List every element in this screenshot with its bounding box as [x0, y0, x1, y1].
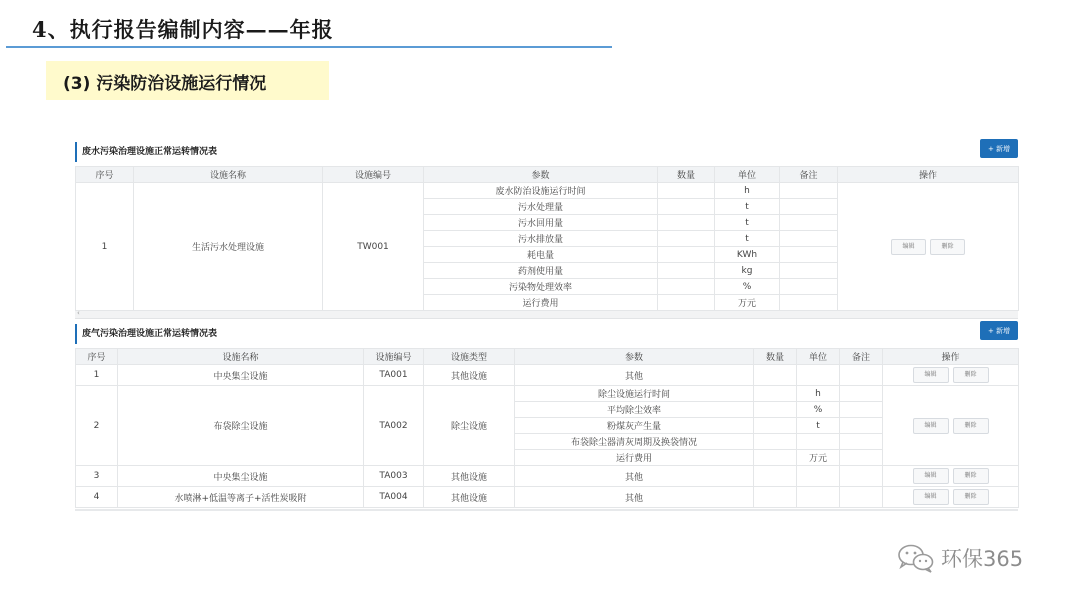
cell-note[interactable] [840, 402, 883, 418]
wastewater-table [75, 166, 1019, 311]
col-header-param[interactable]: 参数 [424, 167, 658, 183]
watermark [897, 543, 1023, 573]
cell-param: 粉煤灰产生量 [515, 418, 754, 434]
cell-unit: % [715, 279, 780, 295]
cell-unit: t [715, 215, 780, 231]
cell-note[interactable] [780, 295, 838, 311]
col-header-unit[interactable]: 单位 [797, 349, 840, 365]
col-header-note[interactable]: 备注 [840, 349, 883, 365]
cell-note[interactable] [780, 215, 838, 231]
cell-note[interactable] [840, 418, 883, 434]
cell-qty[interactable] [754, 450, 797, 466]
cell-param: 除尘设施运行时间 [515, 386, 754, 402]
table-row [76, 487, 1019, 508]
col-header-param[interactable]: 参数 [515, 349, 754, 365]
cell-qty[interactable] [754, 487, 797, 508]
cell-note[interactable] [840, 386, 883, 402]
cell-qty[interactable] [658, 199, 715, 215]
cell-facility-code: TA001 [364, 365, 424, 386]
cell-ops [883, 386, 1019, 466]
table-row [76, 466, 1019, 487]
cell-facility-name: 生活污水处理设施 [134, 183, 323, 311]
cell-param: 耗电量 [424, 247, 658, 263]
cell-qty[interactable] [658, 231, 715, 247]
cell-qty[interactable] [658, 215, 715, 231]
col-header-qty[interactable]: 数量 [658, 167, 715, 183]
cell-unit: h [715, 183, 780, 199]
col-header-qty[interactable]: 数量 [754, 349, 797, 365]
cell-param: 污水回用量 [424, 215, 658, 231]
cell-seq: 1 [76, 183, 134, 311]
table-row [76, 386, 1019, 402]
cell-facility-name: 布袋除尘设施 [118, 386, 364, 466]
table-bottom-border [75, 509, 1018, 511]
delete-button[interactable]: 删除 [953, 418, 989, 434]
cell-param: 药剂使用量 [424, 263, 658, 279]
wastewater-header-row [76, 167, 1019, 183]
cell-qty[interactable] [754, 402, 797, 418]
cell-unit: 万元 [797, 450, 840, 466]
cell-param: 运行费用 [424, 295, 658, 311]
cell-note[interactable] [780, 199, 838, 215]
cell-unit [797, 487, 840, 508]
cell-ops [838, 183, 1019, 311]
cell-seq: 4 [76, 487, 118, 508]
col-header-code[interactable]: 设施编号 [323, 167, 424, 183]
delete-button[interactable]: 删除 [953, 489, 989, 505]
cell-seq: 1 [76, 365, 118, 386]
wastewater-add-button[interactable]: + 新增 [980, 139, 1018, 158]
cell-param: 平均除尘效率 [515, 402, 754, 418]
wastegas-add-button[interactable]: + 新增 [980, 321, 1018, 340]
cell-facility-name: 水喷淋+低温等离子+活性炭吸附 [118, 487, 364, 508]
cell-facility-code: TA003 [364, 466, 424, 487]
wastewater-panel-header [75, 142, 1018, 166]
col-header-ops: 操作 [883, 349, 1019, 365]
edit-button[interactable]: 编辑 [913, 418, 949, 434]
cell-note[interactable] [840, 487, 883, 508]
edit-button[interactable]: 编辑 [913, 468, 949, 484]
cell-qty[interactable] [754, 434, 797, 450]
cell-unit: 万元 [715, 295, 780, 311]
cell-unit: t [715, 231, 780, 247]
wastegas-panel [75, 324, 1018, 511]
watermark-text: 环保365 [941, 547, 1024, 571]
cell-facility-code: TW001 [323, 183, 424, 311]
cell-unit: t [797, 418, 840, 434]
col-header-unit[interactable]: 单位 [715, 167, 780, 183]
cell-note[interactable] [840, 365, 883, 386]
cell-unit: kg [715, 263, 780, 279]
cell-qty[interactable] [658, 183, 715, 199]
cell-seq: 2 [76, 386, 118, 466]
cell-param: 运行费用 [515, 450, 754, 466]
scroll-left-icon[interactable]: ‹ [77, 309, 80, 317]
cell-seq: 3 [76, 466, 118, 487]
cell-unit [797, 466, 840, 487]
col-header-seq[interactable]: 序号 [76, 167, 134, 183]
cell-ops [883, 487, 1019, 508]
delete-button[interactable]: 删除 [930, 239, 965, 255]
cell-qty[interactable] [754, 365, 797, 386]
cell-qty[interactable] [754, 466, 797, 487]
edit-button[interactable]: 编辑 [913, 489, 949, 505]
cell-param: 污水处理量 [424, 199, 658, 215]
section-subtitle: (3) 污染防治设施运行情况 [46, 61, 329, 100]
col-header-name[interactable]: 设施名称 [134, 167, 323, 183]
cell-param: 布袋除尘器清灰周期及换袋情况 [515, 434, 754, 450]
wastegas-table [75, 348, 1019, 508]
cell-facility-name: 中央集尘设施 [118, 466, 364, 487]
cell-note[interactable] [780, 279, 838, 295]
cell-note[interactable] [840, 434, 883, 450]
cell-qty[interactable] [658, 295, 715, 311]
cell-facility-type: 除尘设施 [424, 386, 515, 466]
cell-note[interactable] [780, 231, 838, 247]
cell-facility-name: 中央集尘设施 [118, 365, 364, 386]
cell-unit: t [715, 199, 780, 215]
delete-button[interactable]: 删除 [953, 367, 989, 383]
cell-facility-type: 其他设施 [424, 487, 515, 508]
col-header-code[interactable]: 设施编号 [364, 349, 424, 365]
wastegas-header-row [76, 349, 1019, 365]
cell-note[interactable] [840, 450, 883, 466]
col-header-name[interactable]: 设施名称 [118, 349, 364, 365]
horizontal-scrollbar[interactable] [75, 311, 1018, 319]
wastegas-table-title: 废气污染治理设施正常运转情况表 [75, 324, 217, 344]
cell-unit [797, 365, 840, 386]
wastewater-panel [75, 142, 1018, 319]
table-row [76, 183, 1019, 199]
wastewater-table-title: 废水污染治理设施正常运转情况表 [75, 142, 217, 162]
cell-note[interactable] [780, 183, 838, 199]
cell-facility-type: 其他设施 [424, 365, 515, 386]
cell-note[interactable] [780, 263, 838, 279]
cell-unit: KWh [715, 247, 780, 263]
col-header-type[interactable]: 设施类型 [424, 349, 515, 365]
cell-unit [797, 434, 840, 450]
cell-qty[interactable] [658, 247, 715, 263]
cell-ops [883, 365, 1019, 386]
cell-param: 污染物处理效率 [424, 279, 658, 295]
wastegas-panel-header [75, 324, 1018, 348]
cell-facility-code: TA002 [364, 386, 424, 466]
delete-button[interactable]: 删除 [953, 468, 989, 484]
cell-param: 其他 [515, 466, 754, 487]
cell-qty[interactable] [754, 386, 797, 402]
slide-title: 4、执行报告编制内容——年报 [32, 17, 334, 42]
title-underline [6, 46, 612, 48]
edit-button[interactable]: 编辑 [913, 367, 949, 383]
cell-facility-code: TA004 [364, 487, 424, 508]
cell-unit: % [797, 402, 840, 418]
cell-param: 其他 [515, 487, 754, 508]
cell-qty[interactable] [658, 263, 715, 279]
cell-param: 其他 [515, 365, 754, 386]
cell-ops [883, 466, 1019, 487]
edit-button[interactable]: 编辑 [891, 239, 926, 255]
cell-note[interactable] [780, 247, 838, 263]
cell-unit: h [797, 386, 840, 402]
cell-param: 废水防治设施运行时间 [424, 183, 658, 199]
table-row [76, 365, 1019, 386]
col-header-ops: 操作 [838, 167, 1019, 183]
wechat-icon [897, 543, 935, 573]
col-header-seq[interactable]: 序号 [76, 349, 118, 365]
cell-param: 污水排放量 [424, 231, 658, 247]
cell-facility-type: 其他设施 [424, 466, 515, 487]
cell-note[interactable] [840, 466, 883, 487]
col-header-note[interactable]: 备注 [780, 167, 838, 183]
cell-qty[interactable] [754, 418, 797, 434]
cell-qty[interactable] [658, 279, 715, 295]
